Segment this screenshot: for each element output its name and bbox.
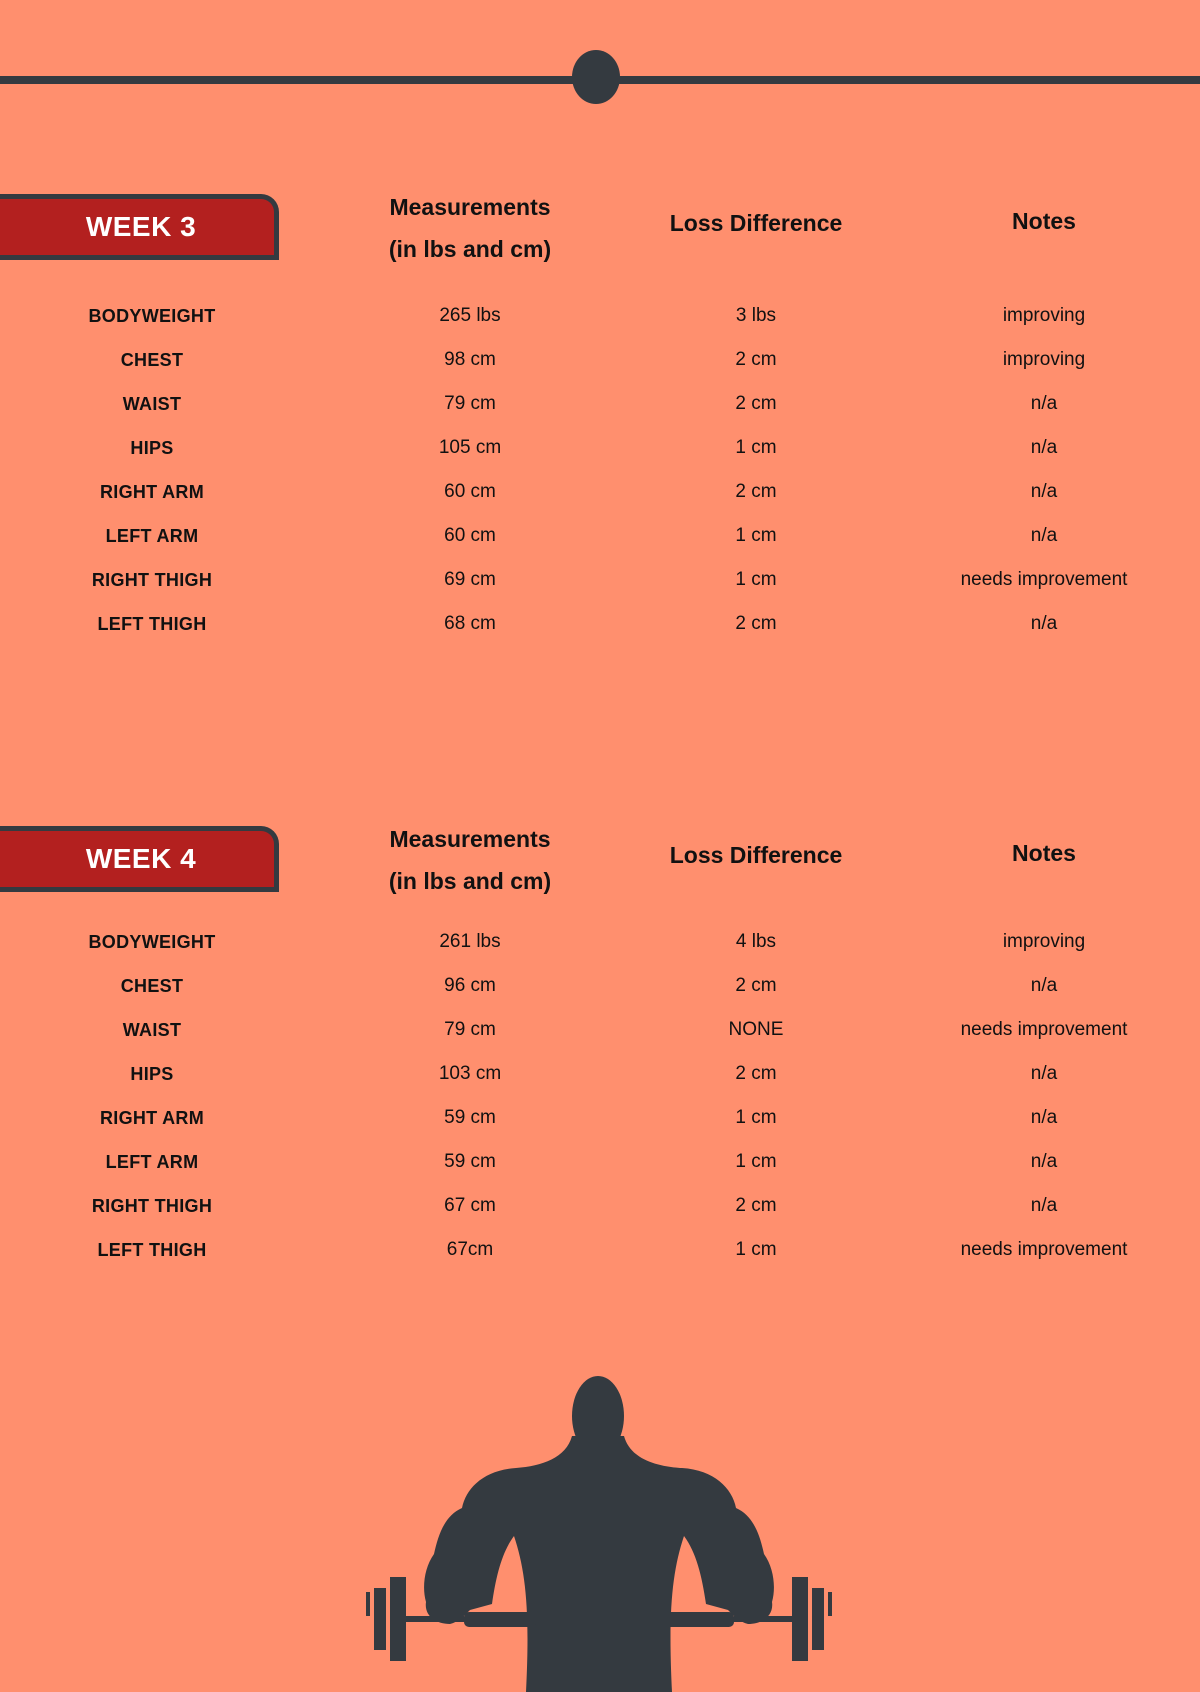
row-label: RIGHT ARM [99,482,205,502]
measurement-value: 98 cm [444,349,496,370]
measurements-column-header [340,818,600,902]
notes-column-header: Notes [1012,208,1076,234]
table-row [0,428,1200,472]
loss-value: 4 lbs [735,931,777,952]
notes-value: improving [1002,305,1086,326]
row-label: BODYWEIGHT [88,306,216,326]
measurement-value: 68 cm [444,613,496,634]
loss-value: 1 cm [735,1151,777,1172]
week-3-table [0,296,1200,648]
week-3-title: WEEK 3 [85,211,197,242]
loss-difference-column-header: Loss Difference [669,210,843,236]
notes-value: n/a [1030,975,1058,996]
measurement-value: 69 cm [444,569,496,590]
row-label: CHEST [120,350,184,370]
row-label: RIGHT THIGH [91,1196,213,1216]
loss-difference-column-header: Loss Difference [669,842,843,868]
table-row [0,604,1200,648]
measurements-header-line1: Measurements [389,194,551,220]
loss-value: NONE [728,1019,784,1040]
notes-value: n/a [1030,481,1058,502]
notes-value: n/a [1030,437,1058,458]
table-row [0,384,1200,428]
divider-knob-icon [572,50,620,104]
measurement-value: 67cm [446,1239,494,1260]
notes-value: n/a [1030,1151,1058,1172]
measurement-value: 96 cm [444,975,496,996]
loss-value: 2 cm [735,975,777,996]
measurement-value: 67 cm [444,1195,496,1216]
notes-value: n/a [1030,393,1058,414]
notes-value: n/a [1030,1107,1058,1128]
loss-value: 1 cm [735,1107,777,1128]
notes-value: n/a [1030,525,1058,546]
notes-value: n/a [1030,1063,1058,1084]
loss-value: 2 cm [735,1195,777,1216]
table-row [0,560,1200,604]
table-row [0,1142,1200,1186]
row-label: LEFT THIGH [97,1240,207,1260]
measurements-header-line2: (in lbs and cm) [388,236,552,262]
notes-value: needs improvement [960,569,1128,590]
row-label: HIPS [130,438,174,458]
loss-value: 2 cm [735,481,777,502]
table-row [0,296,1200,340]
table-row [0,340,1200,384]
table-row [0,1054,1200,1098]
measurement-value: 103 cm [438,1063,502,1084]
table-row [0,1098,1200,1142]
measurement-value: 79 cm [444,1019,496,1040]
measurement-value: 60 cm [444,525,496,546]
row-label: WAIST [122,394,182,414]
row-label: RIGHT ARM [99,1108,205,1128]
week-3-section [0,194,1200,654]
table-row [0,966,1200,1010]
week-4-title: WEEK 4 [85,843,197,874]
measurement-value: 261 lbs [439,931,501,952]
table-row [0,1010,1200,1054]
measurements-header-line1: Measurements [389,826,551,852]
table-row [0,922,1200,966]
measurement-value: 60 cm [444,481,496,502]
row-label: LEFT ARM [105,526,199,546]
week-3-badge [0,194,279,260]
measurements-header-line2: (in lbs and cm) [388,868,552,894]
row-label: WAIST [122,1020,182,1040]
notes-value: needs improvement [960,1239,1128,1260]
row-label: LEFT THIGH [97,614,207,634]
loss-value: 3 lbs [735,305,777,326]
notes-value: improving [1002,931,1086,952]
row-label: RIGHT THIGH [91,570,213,590]
notes-column-header: Notes [1012,840,1076,866]
notes-value: n/a [1030,613,1058,634]
loss-value: 2 cm [735,1063,777,1084]
loss-value: 1 cm [735,525,777,546]
week-4-badge [0,826,279,892]
row-label: LEFT ARM [105,1152,199,1172]
loss-value: 2 cm [735,393,777,414]
table-row [0,1230,1200,1274]
loss-value: 2 cm [735,349,777,370]
week-4-table [0,922,1200,1274]
measurement-value: 59 cm [444,1107,496,1128]
measurement-value: 79 cm [444,393,496,414]
measurements-column-header [340,186,600,270]
measurement-value: 105 cm [438,437,502,458]
loss-value: 1 cm [735,437,777,458]
table-row [0,472,1200,516]
row-label: CHEST [120,976,184,996]
measurement-value: 59 cm [444,1151,496,1172]
notes-value: needs improvement [960,1019,1128,1040]
bodybuilder-with-dumbbells-icon [366,1376,832,1692]
notes-value: n/a [1030,1195,1058,1216]
table-row [0,1186,1200,1230]
table-row [0,516,1200,560]
week-4-section [0,826,1200,1286]
row-label: HIPS [130,1064,174,1084]
notes-value: improving [1002,349,1086,370]
loss-value: 2 cm [735,613,777,634]
row-label: BODYWEIGHT [88,932,216,952]
loss-value: 1 cm [735,569,777,590]
measurement-value: 265 lbs [439,305,501,326]
loss-value: 1 cm [735,1239,777,1260]
